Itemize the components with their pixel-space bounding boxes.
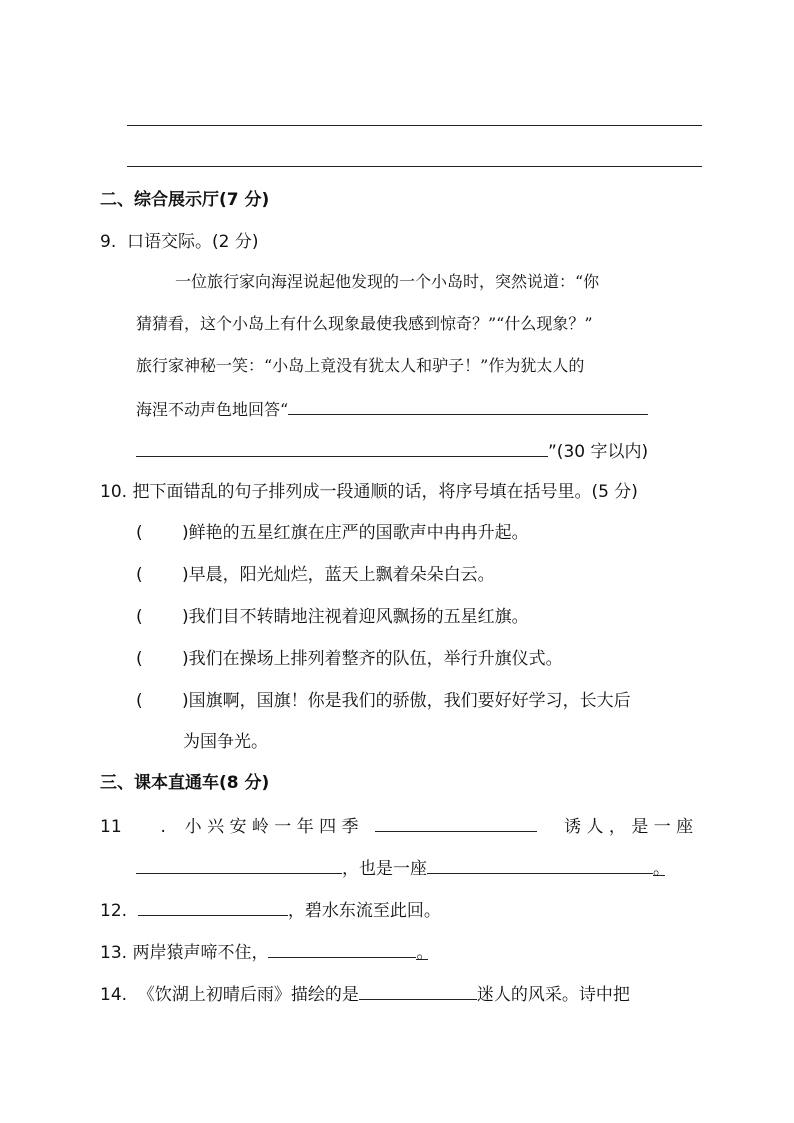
passage-text: ”(30 字以内) — [548, 442, 649, 462]
passage-line — [136, 396, 648, 422]
answer-blank[interactable] — [375, 813, 537, 832]
question-text: 两岸猿声啼不住， — [132, 943, 269, 963]
answer-blank[interactable] — [427, 855, 653, 874]
question-number: 10. — [100, 482, 128, 502]
question-number: 13. — [100, 943, 128, 963]
question-text: 。 — [653, 859, 670, 879]
question-11-cont — [136, 855, 670, 881]
question-text: 口语交际。(2 分) — [127, 232, 259, 252]
question-number: 9. — [100, 232, 117, 252]
question-text: ，碧水东流至此回。 — [287, 901, 441, 921]
passage-text: 海涅不动声色地回答“ — [136, 400, 289, 419]
passage-line — [136, 438, 648, 464]
list-item — [136, 605, 529, 629]
answer-blank[interactable] — [136, 855, 342, 874]
item-text: )我们在操场上排列着整齐的队伍，举行升旗仪式。 — [182, 649, 563, 669]
item-text: )鲜艳的五星红旗在庄严的国歌声中冉冉升起。 — [182, 523, 529, 543]
question-text: 。 — [416, 943, 434, 963]
question-text: 《饮湖上初晴后雨》描绘的是 — [137, 985, 359, 1005]
section-heading: 二、综合展示厅(7 分) — [100, 190, 270, 210]
answer-blank[interactable] — [288, 396, 648, 415]
item-text: )国旗啊，国旗！你是我们的骄傲，我们要好好学习，长大后 — [182, 691, 631, 711]
question-dot: . — [160, 817, 166, 837]
passage-line: 一位旅行家向海涅说起他发现的一个小岛时，突然说道：“你 — [175, 272, 600, 291]
answer-blank[interactable] — [268, 939, 416, 958]
question-text: 把下面错乱的句子排列成一段通顺的话，将序号填在括号里。(5 分) — [132, 482, 638, 502]
answer-line — [127, 166, 702, 167]
item-continuation: 为国争光。 — [183, 732, 268, 752]
question-9-title — [100, 230, 259, 254]
answer-paren[interactable]: ( — [136, 523, 143, 543]
answer-paren[interactable]: ( — [136, 691, 143, 711]
passage-line: 旅行家神秘一笑：“小岛上竟没有犹太人和驴子！”作为犹太人的 — [136, 356, 585, 375]
question-text: 诱 人 ， 是 一 座 — [564, 817, 694, 837]
question-11 — [100, 813, 693, 839]
question-10-title — [100, 480, 638, 504]
list-item — [136, 647, 563, 671]
question-text: 小 兴 安 岭 一 年 四 季 — [184, 817, 359, 837]
passage-line: 猜猜看，这个小岛上有什么现象最使我感到惊奇？”“什么现象？” — [136, 314, 593, 333]
question-12 — [100, 897, 441, 923]
question-number: 11 — [100, 817, 122, 837]
question-number: 14. — [100, 985, 128, 1005]
question-14 — [100, 981, 630, 1007]
list-item — [136, 563, 495, 587]
answer-blank[interactable] — [138, 897, 288, 916]
item-text: )早晨，阳光灿烂，蓝天上飘着朵朵白云。 — [182, 565, 495, 585]
answer-blank[interactable] — [359, 981, 477, 1000]
list-item — [136, 689, 631, 713]
question-13 — [100, 939, 434, 965]
list-item — [136, 521, 529, 545]
question-text: ，也是一座 — [342, 859, 427, 879]
answer-paren[interactable]: ( — [136, 607, 143, 627]
question-text: 迷人的风采。诗中把 — [476, 985, 630, 1005]
answer-line — [127, 125, 702, 126]
question-number: 12. — [100, 901, 128, 921]
answer-blank[interactable] — [136, 438, 548, 457]
item-text: )我们目不转睛地注视着迎风飘扬的五星红旗。 — [182, 607, 529, 627]
answer-paren[interactable]: ( — [136, 565, 143, 585]
section-heading: 三、课本直通车(8 分) — [100, 773, 270, 793]
answer-paren[interactable]: ( — [136, 649, 143, 669]
